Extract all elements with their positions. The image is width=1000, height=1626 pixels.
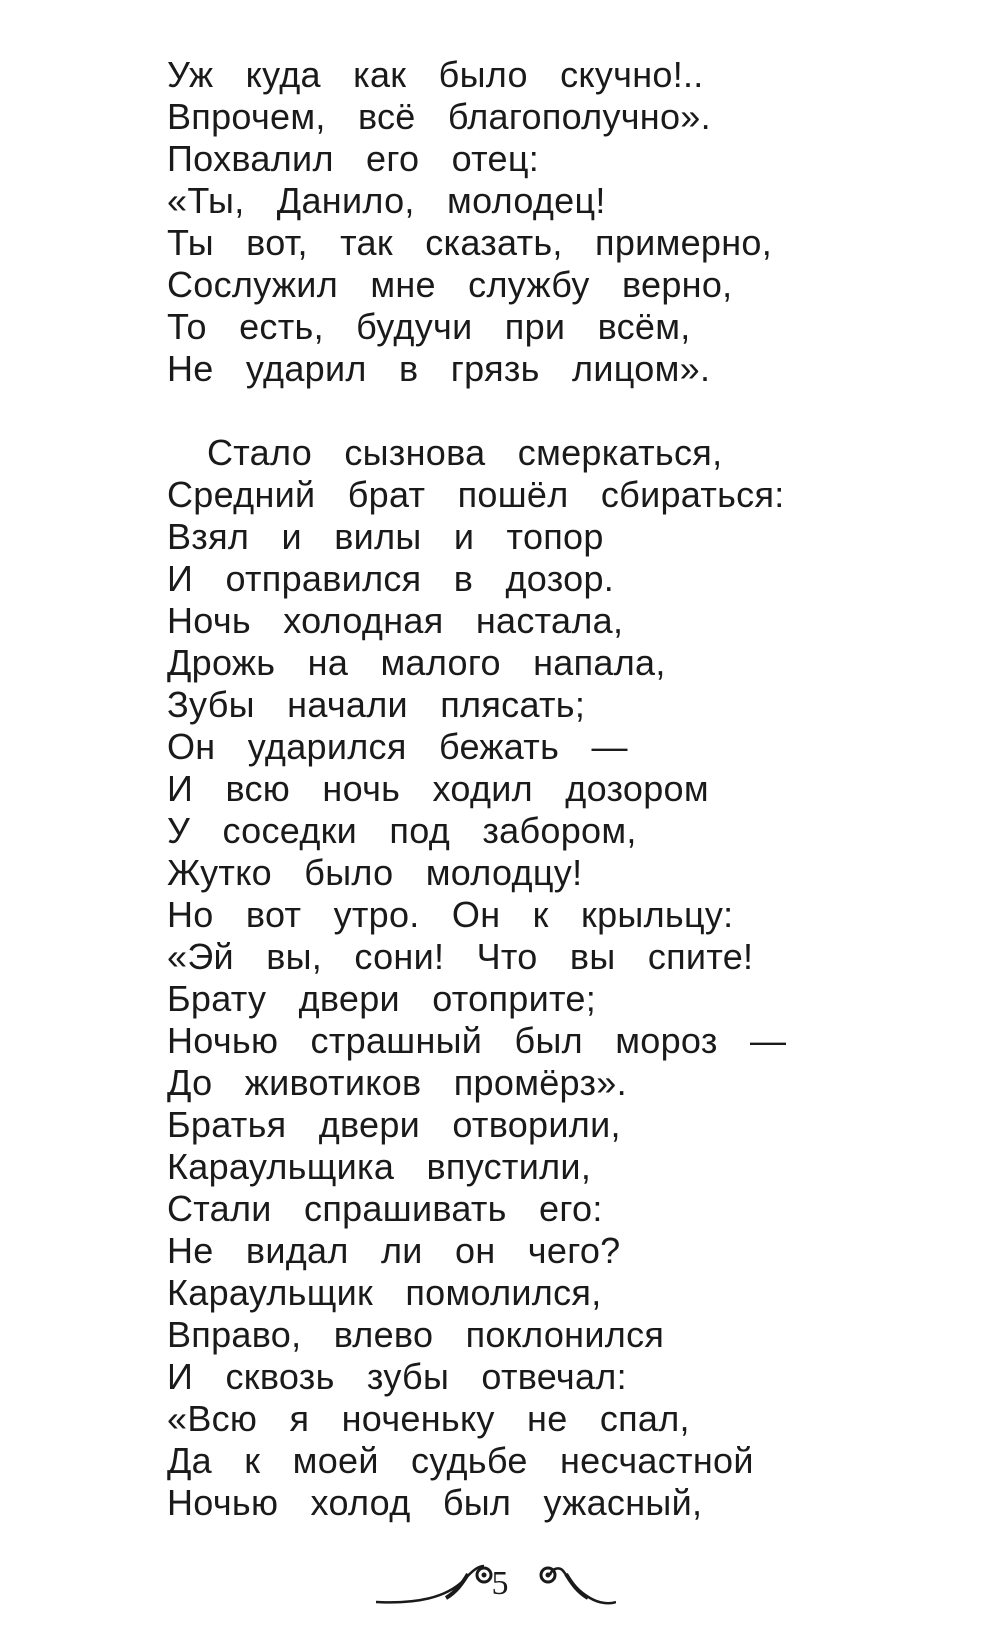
poem-line: Взял и вилы и топор — [167, 516, 604, 557]
poem-line: Стали спрашивать его: — [167, 1188, 603, 1229]
poem-line: И всю ночь ходил дозором — [167, 768, 709, 809]
poem-line: «Ты, Данило, молодец! — [167, 180, 606, 221]
poem-line: Вправо, влево поклонился — [167, 1314, 665, 1355]
poem-line: Ночью холод был ужасный, — [167, 1482, 703, 1523]
poem-text — [167, 54, 887, 1524]
stanza-1 — [167, 54, 887, 390]
poem-line: До животиков промёрз». — [167, 1062, 627, 1103]
poem-line: Зубы начали плясать; — [167, 684, 586, 725]
page-number: 5 — [491, 1565, 509, 1602]
poem-line: Уж куда как было скучно!.. — [167, 54, 704, 95]
poem-line: Братья двери отворили, — [167, 1104, 621, 1145]
poem-line: И сквозь зубы отвечал: — [167, 1356, 627, 1397]
poem-line: «Всю я ноченьку не спал, — [167, 1398, 690, 1439]
poem-line: Не ударил в грязь лицом». — [167, 348, 711, 389]
poem-line: Ночь холодная настала, — [167, 600, 624, 641]
poem-line: Похвалил его отец: — [167, 138, 540, 179]
poem-line: Караульщик помолился, — [167, 1272, 602, 1313]
poem-line: «Эй вы, сони! Что вы спите! — [167, 936, 754, 977]
poem-line: У соседки под забором, — [167, 810, 637, 851]
poem-line: Караульщика впустили, — [167, 1146, 592, 1187]
poem-line: Ты вот, так сказать, примерно, — [167, 222, 773, 263]
poem-line: Да к моей судьбе несчастной — [167, 1440, 754, 1481]
poem-line: То есть, будучи при всём, — [167, 306, 691, 347]
page-footer — [0, 1558, 1000, 1608]
poem-line: Ночью страшный был мороз — — [167, 1020, 787, 1061]
poem-line: Впрочем, всё благополучно». — [167, 96, 711, 137]
stanza-2 — [167, 432, 887, 1524]
poem-line: Он ударился бежать — — [167, 726, 628, 767]
poem-line: Брату двери отоприте; — [167, 978, 597, 1019]
poem-line: Дрожь на малого напала, — [167, 642, 666, 683]
poem-line: И отправился в дозор. — [167, 558, 615, 599]
poem-line: Сослужил мне службу верно, — [167, 264, 733, 305]
poem-line: Средний брат пошёл сбираться: — [167, 474, 785, 515]
poem-line: Но вот утро. Он к крыльцу: — [167, 894, 734, 935]
poem-line: Не видал ли он чего? — [167, 1230, 621, 1271]
poem-line: Жутко было молодцу! — [167, 852, 583, 893]
poem-line: Стало сызнова смеркаться, — [207, 432, 723, 473]
